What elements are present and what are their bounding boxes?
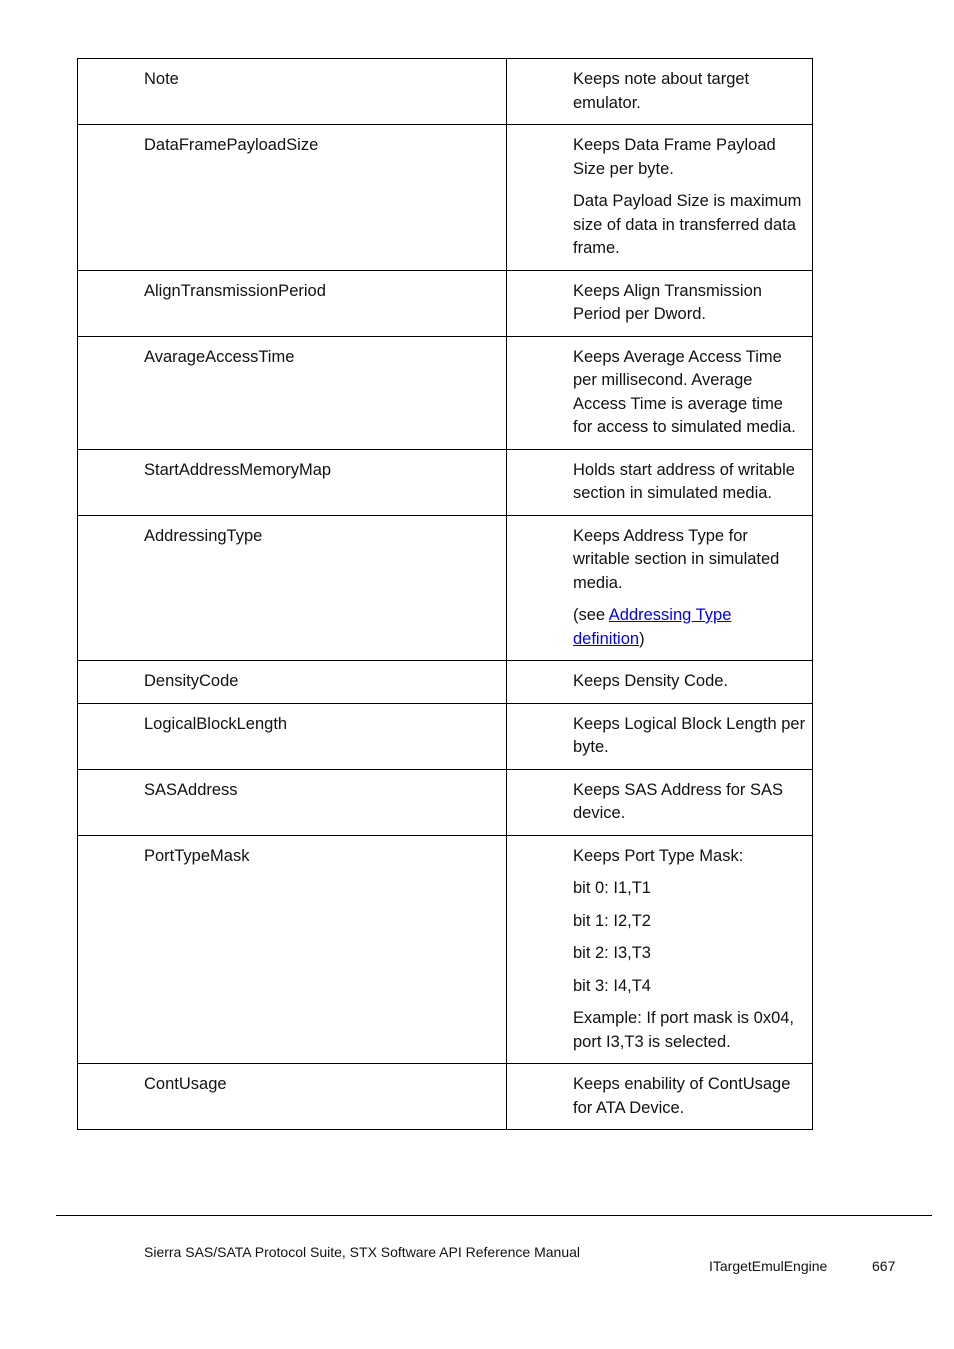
property-name: DataFramePayloadSize [78,125,507,271]
footer-section-name: ITargetEmulEngine [709,1258,828,1274]
description-paragraph: Example: If port mask is 0x04, port I3,T3 is selected. [573,1009,795,1051]
property-name: ContUsage [78,1064,507,1130]
properties-table [77,58,813,1130]
table-row [78,835,813,1064]
see-prefix: (see [573,606,609,624]
table-row [78,449,813,515]
footer-page-number: 667 [872,1258,896,1274]
table-row [78,125,813,271]
table-row [78,703,813,769]
description-paragraph: Holds start address of writable section in simulated media. [573,460,795,502]
property-description [507,336,813,449]
description-paragraph: bit 3: I4,T4 [573,976,651,995]
property-description [507,59,813,125]
table-row [78,769,813,835]
description-paragraph: Keeps enability of ContUsage for ATA Device. [573,1075,791,1117]
table-row [78,515,813,661]
property-name: Note [78,59,507,125]
table-row [78,1064,813,1130]
description-paragraph: Keeps Density Code. [573,672,729,690]
description-paragraph: Keeps Address Type for writable section in simulated media. [573,526,780,592]
description-paragraph: Keeps Data Frame Payload Size per byte. [573,136,776,178]
property-name: PortTypeMask [78,835,507,1064]
description-paragraph: bit 2: I3,T3 [573,944,651,962]
property-description [507,270,813,336]
property-description [507,703,813,769]
property-name: StartAddressMemoryMap [78,449,507,515]
property-name: SASAddress [78,769,507,835]
property-description [507,661,813,704]
property-description [507,515,813,661]
description-paragraph: Keeps note about target emulator. [573,70,750,112]
property-name: DensityCode [78,661,507,704]
description-paragraph: bit 0: I1,T1 [573,879,651,897]
property-name: AvarageAccessTime [78,336,507,449]
property-description [507,835,813,1064]
description-paragraph: Data Payload Size is maximum size of data in transferred data frame. [573,192,802,257]
property-description [507,1064,813,1130]
footer-divider [56,1215,932,1216]
footer-manual-title: Sierra SAS/SATA Protocol Suite, STX Software API Reference Manual [144,1244,581,1260]
properties-table-body [78,59,813,1130]
description-paragraph: Keeps Align Transmission Period per Dword. [573,281,762,323]
property-description [507,449,813,515]
table-row [78,336,813,449]
description-paragraph: Keeps Port Type Mask: [573,846,744,865]
description-paragraph: bit 1: I2,T2 [573,911,651,930]
table-row [78,270,813,336]
description-paragraph: Keeps Logical Block Length per byte. [573,714,806,756]
table-row [78,661,813,704]
table-row [78,59,813,125]
property-description [507,125,813,271]
description-paragraph: Keeps SAS Address for SAS device. [573,780,784,822]
property-name: LogicalBlockLength [78,703,507,769]
property-name: AlignTransmissionPeriod [78,270,507,336]
property-name: AddressingType [78,515,507,661]
see-suffix: ) [639,629,645,648]
see-reference [573,604,806,651]
addressing-type-definition-link[interactable]: Addressing Type definition [573,606,732,648]
property-description [507,769,813,835]
description-paragraph: Keeps Average Access Time per millisecond. Average Access Time is average time for access to simulated media. [573,347,796,436]
